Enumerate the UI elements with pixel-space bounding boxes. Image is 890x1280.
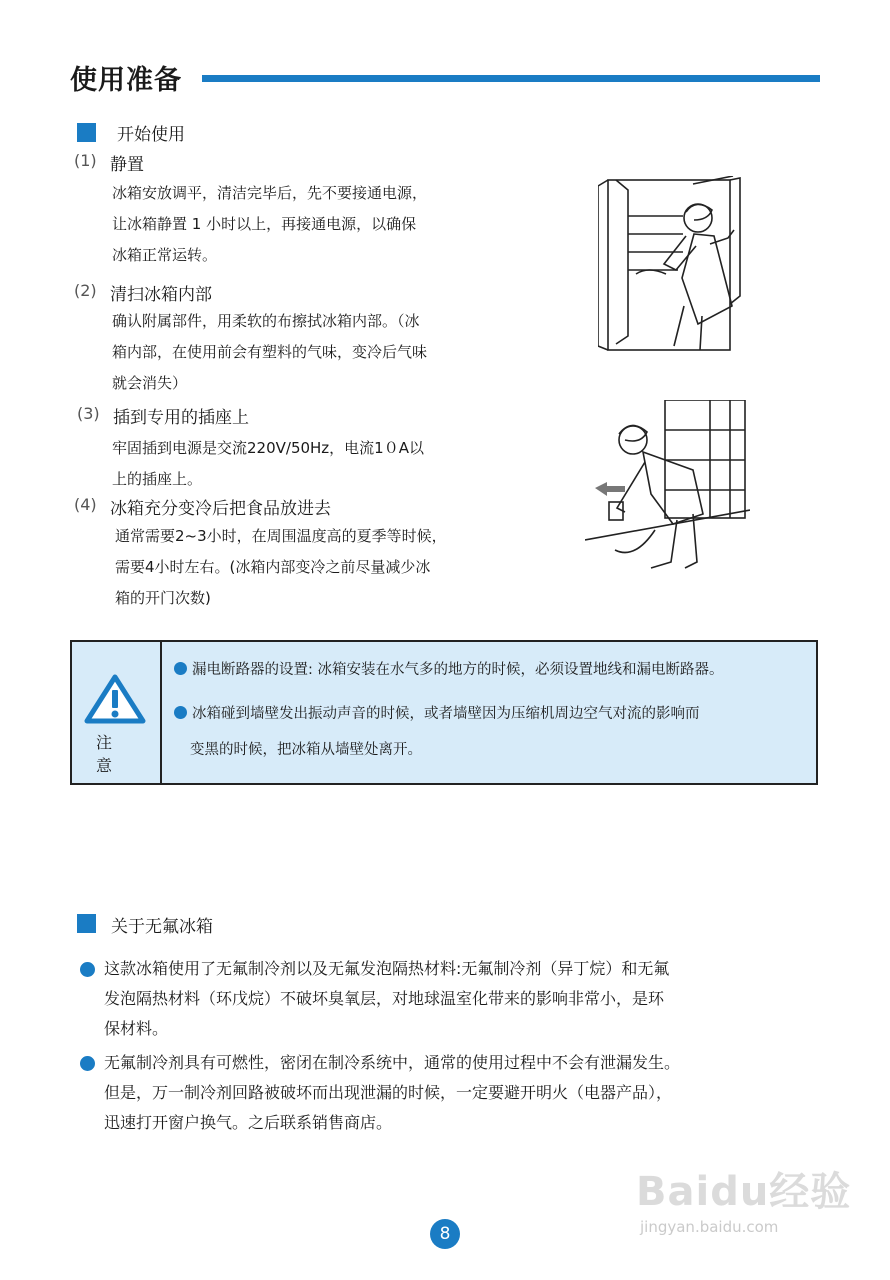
page-number: 8 — [430, 1219, 460, 1249]
step-description: 确认附属部件，用柔软的布擦拭冰箱内部。（冰 箱内部，在使用前会有塑料的气味，变冷后气味 就会消失） — [112, 312, 428, 392]
caution-item: 冰箱碰到墙壁发出振动声音的时候，或者墙壁因为压缩机周边空气对流的影响而 — [192, 706, 700, 722]
caution-label: 注意 — [95, 733, 134, 775]
bullet-dot — [80, 962, 95, 977]
body-line: 迅速打开窗户换气。之后联系销售商店。 — [104, 1113, 393, 1132]
watermark-logo: Baidu经验 — [636, 1169, 852, 1215]
step-title: 静置 — [110, 155, 144, 175]
step-number: (3) — [77, 404, 100, 423]
body-line: 发泡隔热材料（环戊烷）不破坏臭氧层，对地球温室化带来的影响非常小，是环 — [104, 989, 665, 1008]
caution-box — [70, 640, 818, 785]
page-title: 使用准备 — [70, 65, 182, 96]
step-title: 冰箱充分变冷后把食品放进去 — [110, 499, 331, 519]
body-line: 保材料。 — [104, 1019, 169, 1038]
step-number: (4) — [74, 495, 97, 514]
body-line: 这款冰箱使用了无氟制冷剂以及无氟发泡隔热材料:无氟制冷剂（异丁烷）和无氟 — [104, 959, 670, 978]
body-line: 但是，万一制冷剂回路被破坏而出现泄漏的时候，一定要避开明火（电器产品）， — [104, 1083, 673, 1102]
step-number: (1) — [74, 151, 97, 170]
warning-triangle-icon — [84, 674, 146, 724]
section-heading-fluorine-free: 关于无氟冰箱 — [111, 917, 213, 937]
bullet-dot — [174, 662, 187, 675]
step-description: 冰箱安放调平，清洁完毕后，先不要接通电源， 让冰箱静置 1 小时以上，再接通电源，以确保 冰箱正常运转。 — [112, 184, 428, 264]
illustration-plugging-outlet — [585, 400, 750, 572]
watermark-url: jingyan.baidu.com — [640, 1218, 779, 1236]
step-description: 牢固插到电源是交流220V/50Hz，电流1０A以 上的插座上。 — [112, 439, 424, 488]
title-rule — [202, 75, 820, 82]
illustration-wiping-fridge — [598, 176, 748, 354]
section-heading-start: 开始使用 — [117, 125, 185, 145]
caution-divider — [160, 642, 162, 783]
step-description: 通常需要2~3小时，在周围温度高的夏季等时候， 需要4小时左右。(冰箱内部变冷之前尽量减少冰 箱的开门次数) — [115, 527, 447, 607]
step-number: (2) — [74, 281, 97, 300]
step-title: 插到专用的插座上 — [113, 408, 249, 428]
section-marker — [77, 914, 96, 933]
body-line: 无氟制冷剂具有可燃性，密闭在制冷系统中，通常的使用过程中不会有泄漏发生。 — [104, 1053, 681, 1072]
caution-item: 漏电断路器的设置: 冰箱安装在水气多的地方的时候，必须设置地线和漏电断路器。 — [192, 662, 724, 678]
step-title: 清扫冰箱内部 — [110, 285, 212, 305]
caution-item-continued: 变黑的时候，把冰箱从墙壁处离开。 — [190, 742, 422, 758]
bullet-dot — [80, 1056, 95, 1071]
bullet-dot — [174, 706, 187, 719]
section-marker — [77, 123, 96, 142]
